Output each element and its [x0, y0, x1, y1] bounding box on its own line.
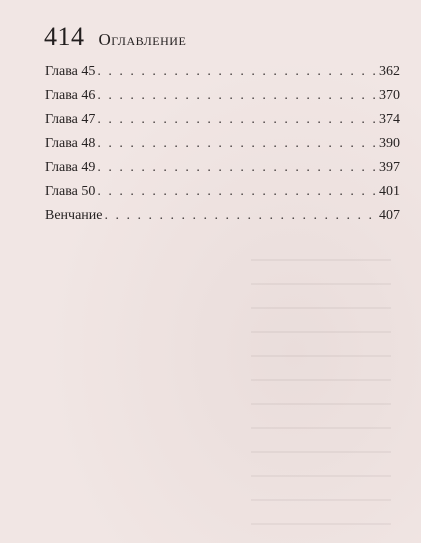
toc-entry-page: 407 [379, 208, 400, 223]
toc-entry-page: 370 [379, 88, 400, 103]
table-of-contents [45, 60, 400, 228]
dot-leader [97, 60, 377, 84]
toc-entry[interactable] [45, 108, 400, 132]
toc-entry-label: Глава 49 [45, 160, 96, 175]
bleed-through-texture [241, 250, 421, 540]
page-header [44, 22, 186, 52]
dot-leader [105, 204, 378, 228]
toc-entry-page: 362 [379, 64, 400, 79]
toc-entry-label: Глава 50 [45, 184, 96, 199]
dot-leader [97, 108, 377, 132]
toc-entry-page: 374 [379, 112, 400, 127]
section-title: Оглавление [98, 30, 187, 49]
toc-entry-label: Венчание [45, 208, 103, 223]
dot-leader [97, 156, 377, 180]
page-number: 414 [44, 22, 85, 51]
toc-entry[interactable] [45, 132, 400, 156]
toc-entry-label: Глава 47 [45, 112, 96, 127]
dot-leader [97, 132, 377, 156]
toc-entry-page: 401 [379, 184, 400, 199]
toc-entry[interactable] [45, 204, 400, 228]
toc-entry-label: Глава 48 [45, 136, 96, 151]
toc-entry-page: 390 [379, 136, 400, 151]
toc-entry-page: 397 [379, 160, 400, 175]
toc-entry[interactable] [45, 84, 400, 108]
toc-entry-label: Глава 45 [45, 64, 96, 79]
toc-entry[interactable] [45, 180, 400, 204]
dot-leader [97, 84, 377, 108]
dot-leader [97, 180, 377, 204]
toc-entry[interactable] [45, 60, 400, 84]
toc-entry[interactable] [45, 156, 400, 180]
toc-entry-label: Глава 46 [45, 88, 96, 103]
